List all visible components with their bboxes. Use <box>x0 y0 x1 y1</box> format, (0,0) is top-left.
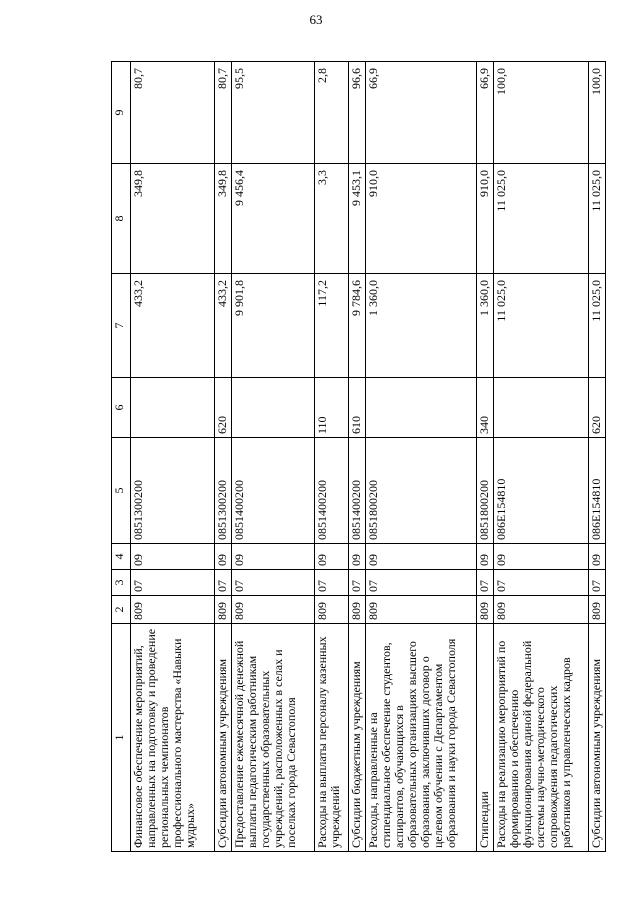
table-row <box>315 62 349 852</box>
cell-percent: 80,7 <box>214 62 231 164</box>
cell-executed: 910,0 <box>477 164 494 274</box>
cell-subsection: 09 <box>349 544 366 570</box>
cell-admin-code: 809 <box>231 596 315 624</box>
row-name: Расходы на реализацию мероприятий по формированию и обеспечению функционирования единой федеральной системы научно-методического сопровождения педагогических работников и управленческих кадров <box>494 624 589 852</box>
cell-executed: 11 025,0 <box>588 164 605 274</box>
row-name: Предоставление ежемесячной денежной выплаты педагогическим работникам государственных образовательных учреждений, расположенных в селах и поселках города Севастополя <box>231 624 315 852</box>
row-name: Стипендии <box>477 624 494 852</box>
cell-percent: 80,7 <box>131 62 215 164</box>
table-row <box>477 62 494 852</box>
cell-section: 07 <box>494 570 589 596</box>
cell-target-article: 0851400200 <box>349 438 366 544</box>
col-header-3: 3 <box>112 570 131 596</box>
row-name: Субсидии бюджетным учреждениям <box>349 624 366 852</box>
cell-percent: 66,9 <box>477 62 494 164</box>
cell-planned: 1 360,0 <box>477 274 494 378</box>
page-number: 63 <box>309 12 323 27</box>
cell-target-article: 086E154810 <box>588 438 605 544</box>
col-header-8: 8 <box>112 164 131 274</box>
cell-subsection: 09 <box>131 544 215 570</box>
cell-percent: 95,5 <box>231 62 315 164</box>
cell-planned: 11 025,0 <box>588 274 605 378</box>
cell-target-article: 0851800200 <box>477 438 494 544</box>
budget-table <box>111 61 606 852</box>
cell-planned: 11 025,0 <box>494 274 589 378</box>
cell-admin-code: 809 <box>494 596 589 624</box>
col-header-4: 4 <box>112 544 131 570</box>
cell-section: 07 <box>231 570 315 596</box>
cell-executed: 9 453,1 <box>349 164 366 274</box>
table-row <box>131 62 215 852</box>
cell-executed: 3,3 <box>315 164 349 274</box>
cell-target-article: 0851300200 <box>131 438 215 544</box>
cell-executed: 349,8 <box>214 164 231 274</box>
cell-section: 07 <box>477 570 494 596</box>
cell-target-article: 0851800200 <box>366 438 477 544</box>
cell-percent: 100,0 <box>494 62 589 164</box>
cell-section: 07 <box>131 570 215 596</box>
cell-section: 07 <box>588 570 605 596</box>
col-header-1: 1 <box>112 624 131 852</box>
table-row <box>214 62 231 852</box>
cell-subsection: 09 <box>366 544 477 570</box>
row-name: Финансовое обеспечение мероприятий, направленных на подготовку и проведение региональных чемпионатов профессионального мастерства «Навыки мудрых» <box>131 624 215 852</box>
cell-percent: 66,9 <box>366 62 477 164</box>
cell-admin-code: 809 <box>349 596 366 624</box>
cell-expense-type <box>366 378 477 438</box>
cell-admin-code: 809 <box>477 596 494 624</box>
col-header-2: 2 <box>112 596 131 624</box>
cell-expense-type: 610 <box>349 378 366 438</box>
cell-percent: 100,0 <box>588 62 605 164</box>
cell-executed: 349,8 <box>131 164 215 274</box>
cell-planned: 9 784,6 <box>349 274 366 378</box>
col-header-5: 5 <box>112 438 131 544</box>
table-row <box>349 62 366 852</box>
cell-target-article: 086E154810 <box>494 438 589 544</box>
cell-subsection: 09 <box>214 544 231 570</box>
cell-planned: 433,2 <box>131 274 215 378</box>
row-name: Расходы на выплаты персоналу казенных учреждений <box>315 624 349 852</box>
table-row <box>494 62 589 852</box>
cell-admin-code: 809 <box>588 596 605 624</box>
cell-planned: 433,2 <box>214 274 231 378</box>
cell-planned: 117,2 <box>315 274 349 378</box>
cell-subsection: 09 <box>315 544 349 570</box>
row-name: Субсидии автономным учреждениям <box>214 624 231 852</box>
col-header-6: 6 <box>112 378 131 438</box>
cell-admin-code: 809 <box>315 596 349 624</box>
row-name: Расходы, направленные на стипендиальное обеспечение студентов, аспирантов, обучающихся в образовательных организациях высшего образования, заключивших договор о целевом обучении с Департаментом образования и науки города Севастополя <box>366 624 477 852</box>
cell-percent: 96,6 <box>349 62 366 164</box>
cell-admin-code: 809 <box>366 596 477 624</box>
cell-admin-code: 809 <box>131 596 215 624</box>
cell-planned: 9 901,8 <box>231 274 315 378</box>
col-header-9: 9 <box>112 62 131 164</box>
cell-expense-type <box>231 378 315 438</box>
cell-expense-type: 620 <box>214 378 231 438</box>
cell-subsection: 09 <box>477 544 494 570</box>
cell-section: 07 <box>315 570 349 596</box>
cell-subsection: 09 <box>494 544 589 570</box>
cell-section: 07 <box>214 570 231 596</box>
cell-executed: 910,0 <box>366 164 477 274</box>
col-header-7: 7 <box>112 274 131 378</box>
table-row <box>588 62 605 852</box>
cell-target-article: 0851300200 <box>214 438 231 544</box>
cell-section: 07 <box>366 570 477 596</box>
cell-planned: 1 360,0 <box>366 274 477 378</box>
cell-expense-type: 340 <box>477 378 494 438</box>
cell-expense-type <box>131 378 215 438</box>
cell-executed: 11 025,0 <box>494 164 589 274</box>
cell-admin-code: 809 <box>214 596 231 624</box>
cell-expense-type: 620 <box>588 378 605 438</box>
table-row <box>366 62 477 852</box>
cell-target-article: 0851400200 <box>231 438 315 544</box>
cell-expense-type: 110 <box>315 378 349 438</box>
cell-executed: 9 456,4 <box>231 164 315 274</box>
rotated-table-wrapper <box>111 62 606 852</box>
cell-expense-type <box>494 378 589 438</box>
cell-subsection: 09 <box>231 544 315 570</box>
cell-target-article: 0851400200 <box>315 438 349 544</box>
table-row <box>231 62 315 852</box>
row-name: Субсидии автономным учреждениям <box>588 624 605 852</box>
header-row <box>112 62 131 852</box>
cell-percent: 2,8 <box>315 62 349 164</box>
cell-subsection: 09 <box>588 544 605 570</box>
cell-section: 07 <box>349 570 366 596</box>
